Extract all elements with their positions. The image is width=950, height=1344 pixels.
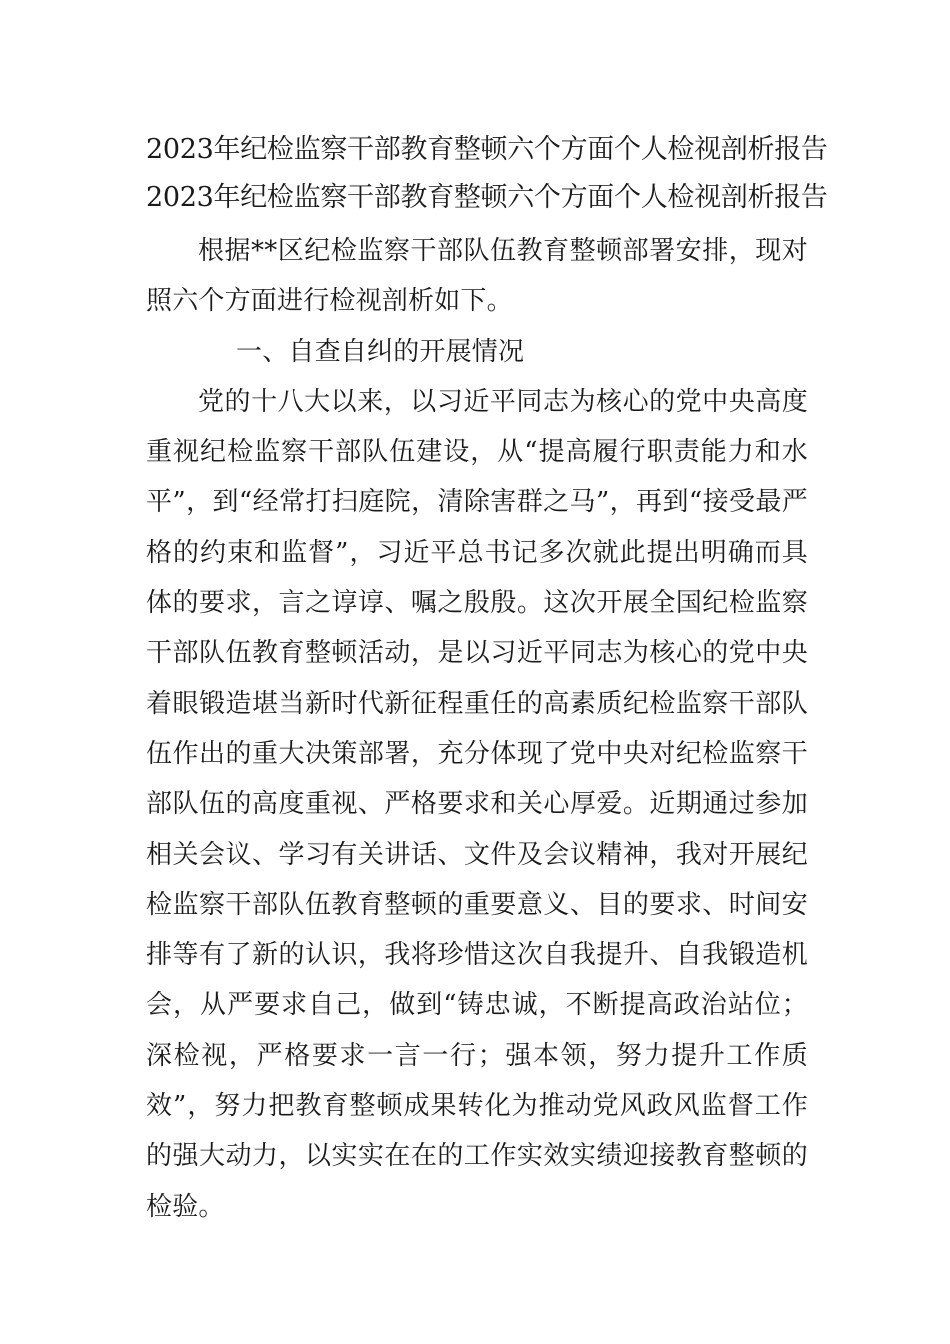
section-heading: 一、自查自纠的开展情况 (236, 336, 525, 367)
section-paragraph: 党的十八大以来，以习近平同志为核心的党中央高度重视纪检监察干部队伍建设，从“提高履行职责能力和水平”，到“经常打扫庭院，清除害群之马”，再到“接受最严格的约束和监督”，习近平总书记多次就此提出明确而具体的要求，言之谆谆、嘱之殷殷。这次开展全国纪检监察干部队伍教育整顿活动，是以习近平同志为核心的党中央着眼锻造堪当新时代新征程重任的高素质纪检监察干部队伍作出的重大决策部署，充分体现了党中央对纪检监察干部队伍的高度重视、严格要求和关心厚爱。近期通过参加相关会议、学习有关讲话、文件及会议精神，我对开展纪检监察干部队伍教育整顿的重要意义、目的要求、时间安排等有了新的认识，我将珍惜这次自我提升、自我锻造机会，从严要求自己，做到“铸忠诚，不断提高政治站位；深检视，严格要求一言一行；强本领，努力提升工作质效”，努力把教育整顿成果转化为推动党风政风监督工作的强大动力，以实实在在的工作实效实绩迎接教育整顿的检验。 (146, 386, 808, 1222)
document-body (146, 126, 828, 1232)
document-title-repeat: 2023年纪检监察干部教育整顿六个方面个人检视剖析报告 (146, 182, 828, 213)
intro-paragraph: 根据**区纪检监察干部队伍教育整顿部署安排，现对照六个方面进行检视剖析如下。 (146, 236, 808, 317)
document-title: 2023年纪检监察干部教育整顿六个方面个人检视剖析报告 (146, 134, 828, 165)
